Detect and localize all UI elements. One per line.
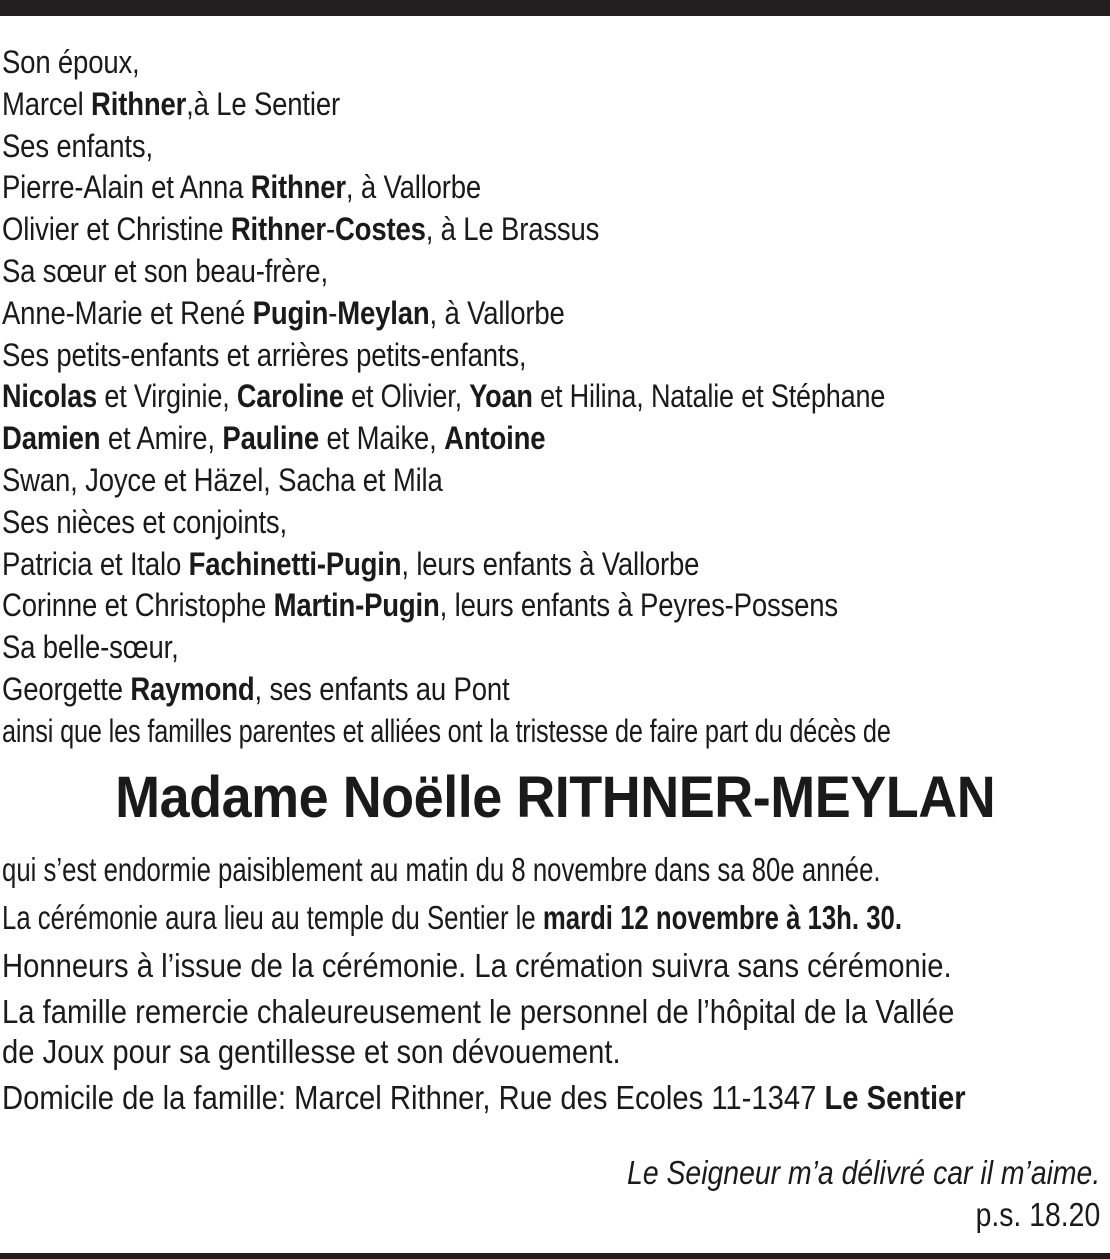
text-segment: et Amire, <box>100 420 223 457</box>
text-segment: et Maike, <box>319 420 445 457</box>
details-line <box>2 1076 981 1120</box>
family-line <box>2 460 953 502</box>
bold-name-segment: Rithner <box>230 211 326 248</box>
quote-text: Le Seigneur m’a délivré car il m’aime. <box>626 1154 1100 1191</box>
text-segment: , à Vallorbe <box>429 294 565 331</box>
text-segment: - <box>325 211 335 248</box>
text-segment: Georgette <box>2 670 131 707</box>
text-segment: Anne-Marie et René <box>2 294 253 331</box>
text-segment: ainsi que les familles parentes et alliées ont la tristesse de faire part du décès de <box>2 712 891 749</box>
top-border-rule <box>0 0 1110 16</box>
family-line <box>2 167 953 209</box>
deceased-name-text: Madame Noëlle RITHNER-MEYLAN <box>114 765 996 830</box>
family-list <box>2 42 1108 753</box>
scripture-quote <box>550 1152 1100 1236</box>
text-segment: - <box>328 294 338 331</box>
text-segment: Ses petits-enfants et arrières petits-enfants, <box>2 336 527 373</box>
family-line <box>2 544 953 586</box>
text-segment: et Virginie, <box>97 378 237 415</box>
family-line <box>2 251 953 293</box>
bold-name-segment: Meylan <box>337 294 430 331</box>
bold-name-segment: Pauline <box>222 420 320 457</box>
bold-name-segment: Raymond <box>130 670 255 707</box>
text-segment: , leurs enfants à Peyres-Possens <box>439 587 839 624</box>
text-segment: Marcel <box>2 85 92 122</box>
bottom-border-rule <box>0 1253 1110 1259</box>
text-segment: Honneurs à l’issue de la cérémonie. La crémation suivra sans cérémonie. <box>2 947 952 984</box>
text-segment: Olivier et Christine <box>2 211 231 248</box>
text-segment: et Olivier, <box>343 378 470 415</box>
text-segment: , à Le Brassus <box>425 211 600 248</box>
family-line <box>2 376 937 418</box>
text-segment: Pierre-Alain et Anna <box>2 169 251 206</box>
family-line <box>2 669 953 711</box>
bold-name-segment: Antoine <box>444 420 546 457</box>
text-segment: Patricia et Italo <box>2 545 189 582</box>
text-segment: La famille remercie chaleureusement le personnel de l’hôpital de la Vallée <box>2 993 955 1030</box>
bold-name-segment: Nicolas <box>2 378 98 415</box>
family-line <box>2 585 953 627</box>
deceased-name-heading <box>0 762 1110 834</box>
family-line <box>2 42 953 84</box>
text-segment: Corinne et Christophe <box>2 587 274 624</box>
family-line <box>2 84 953 126</box>
bold-name-segment: Yoan <box>469 378 533 415</box>
text-segment: ,à Le Sentier <box>186 85 340 122</box>
bold-name-segment: mardi 12 novembre à 13h. 30. <box>542 899 902 936</box>
bold-name-segment: Pugin <box>252 294 329 331</box>
text-segment: Domicile de la famille: Marcel Rithner, Rue des Ecoles 11-1347 <box>2 1079 825 1116</box>
quote-reference: p.s. 18.20 <box>975 1196 1100 1233</box>
ceremony-details <box>2 848 1108 1120</box>
details-line <box>2 944 981 988</box>
text-segment: , ses enfants au Pont <box>254 670 510 707</box>
text-segment: La cérémonie aura lieu au temple du Sentier le <box>2 899 543 936</box>
text-segment: Ses enfants, <box>2 127 153 164</box>
text-segment: Son époux, <box>2 44 140 80</box>
bold-name-segment: Martin-Pugin <box>273 587 440 624</box>
text-segment: qui s’est endormie paisiblement au matin du 8 novembre dans sa 80e année. <box>2 851 881 888</box>
text-segment: de Joux pour sa gentillesse et son dévouement. <box>2 1033 621 1070</box>
bold-name-segment: Fachinetti-Pugin <box>188 545 402 582</box>
family-line <box>2 335 953 377</box>
text-segment: Ses nièces et conjoints, <box>2 503 287 540</box>
text-segment: , à Vallorbe <box>345 169 482 206</box>
text-segment: Sa belle-sœur, <box>2 629 179 666</box>
family-line <box>2 293 953 335</box>
bold-name-segment: Le Sentier <box>824 1079 966 1116</box>
details-line <box>2 896 902 940</box>
family-line <box>2 418 953 460</box>
bold-name-segment: Damien <box>2 420 101 457</box>
bold-name-segment: Rithner <box>91 85 187 122</box>
text-segment: Swan, Joyce et Häzel, Sacha et Mila <box>2 461 443 498</box>
bold-name-segment: Caroline <box>236 378 344 415</box>
details-line <box>2 848 881 892</box>
details-line <box>2 1032 981 1072</box>
family-line <box>2 627 953 669</box>
bold-name-segment: Rithner <box>250 169 346 206</box>
family-line <box>2 126 953 168</box>
text-segment: et Hilina, Natalie et Stéphane <box>532 378 886 415</box>
text-segment: , leurs enfants à Vallorbe <box>401 545 700 582</box>
bold-name-segment: Costes <box>334 211 426 248</box>
text-segment: Sa sœur et son beau-frère, <box>2 252 328 289</box>
family-line <box>2 711 891 753</box>
family-line <box>2 502 953 544</box>
family-line <box>2 209 953 251</box>
details-line <box>2 992 981 1032</box>
